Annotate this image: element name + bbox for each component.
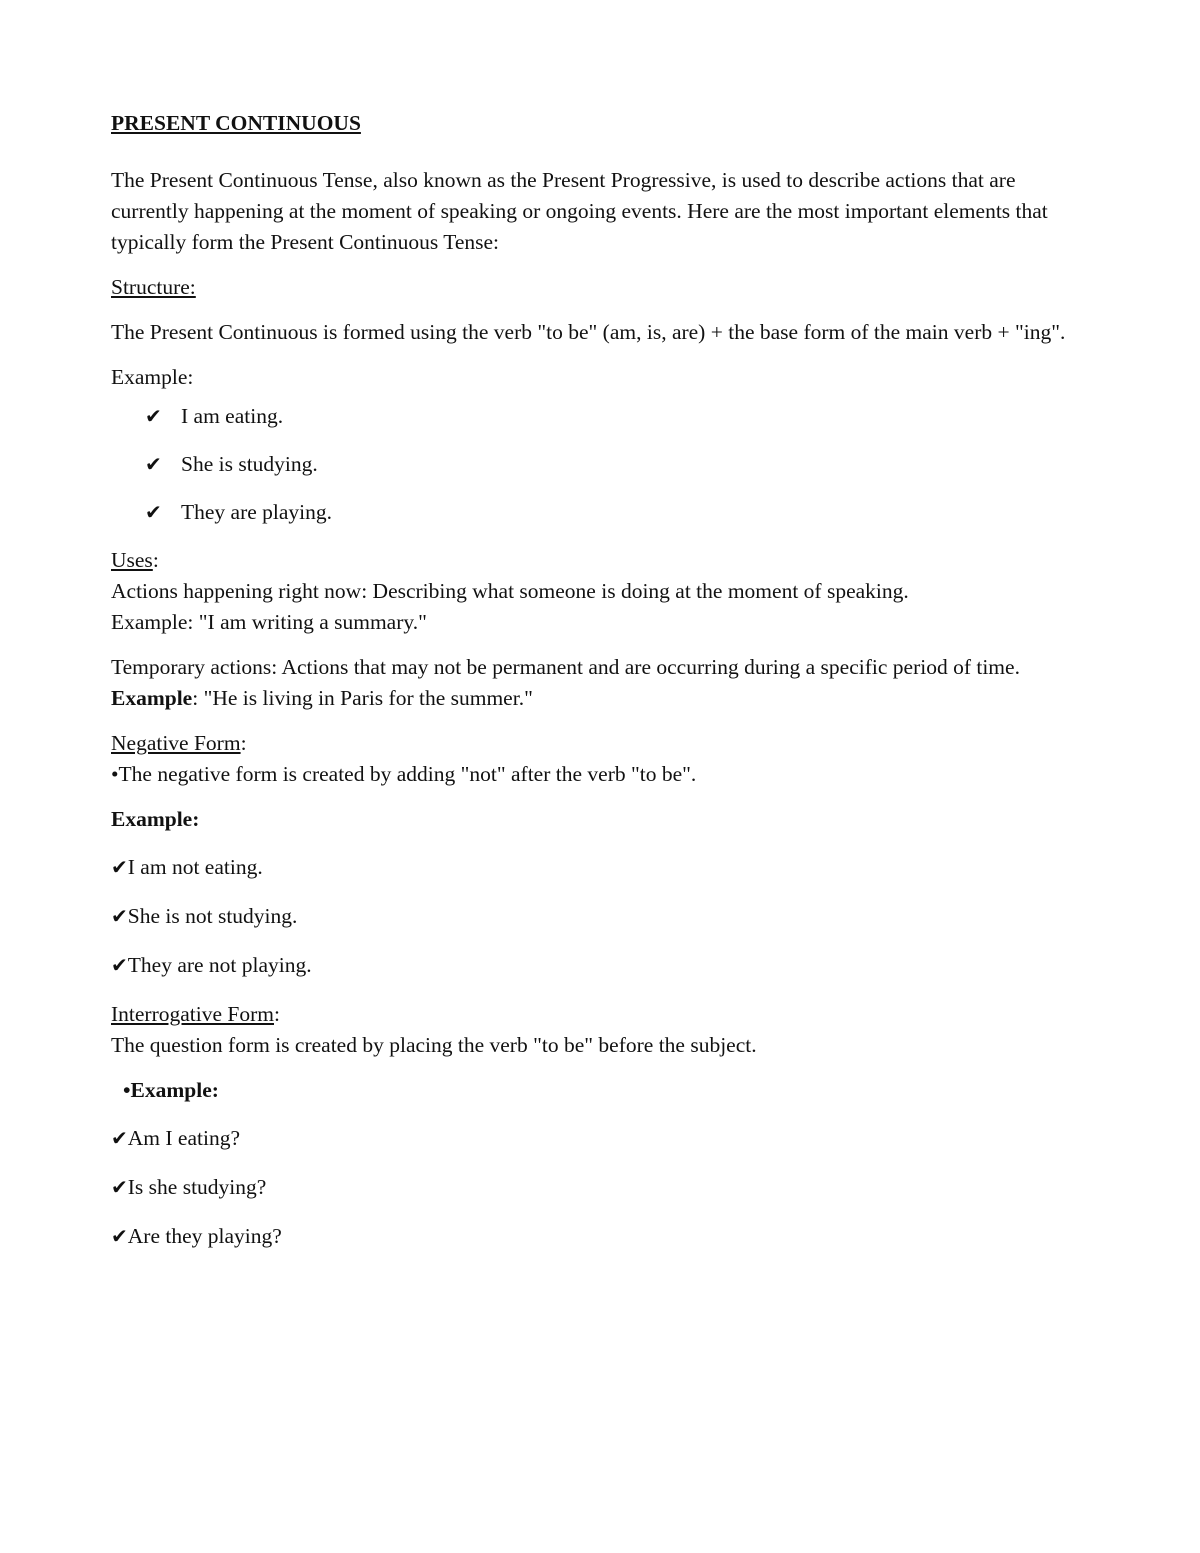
list-item [111,401,1086,432]
uses-temporary-example-label: Example [111,686,193,710]
structure-paragraph: The Present Continuous is formed using the verb "to be" (am, is, are) + the base form of the main verb + "ing". [111,320,1066,344]
example-text: They are playing. [181,500,333,524]
uses-heading [111,545,1086,576]
negative-example-label: Example: [111,807,200,831]
list-item [111,1172,1086,1203]
structure-heading [111,272,1086,303]
example-text: I am not eating. [127,855,263,879]
uses-temporary-example [111,683,1086,714]
checkmark-icon: ✔ [111,904,128,928]
checkmark-icon: ✔ [145,500,162,524]
checkmark-icon: ✔ [145,452,162,476]
checkmark-icon: ✔ [111,1224,128,1248]
negative-heading [111,728,1086,759]
example-text: She is studying. [181,452,318,476]
checkmark-icon: ✔ [111,953,128,977]
intro-paragraph: The Present Continuous Tense, also known as the Present Progressive, is used to describe actions that are currently happening at the moment of speaking or ongoing events. Here are the most important elements that typically form the Present Continuous Tense: [111,168,1048,254]
document-page [111,108,1086,1270]
uses-heading-text: Uses [111,548,153,572]
interrogative-example-list [111,1123,1086,1252]
example-text: She is not studying. [127,904,298,928]
negative-paragraph: •The negative form is created by adding "not" after the verb "to be". [111,762,697,786]
page-title: PRESENT CONTINUOUS [111,111,361,135]
interrogative-heading [111,999,1086,1030]
list-item [111,497,1086,528]
checkmark-icon: ✔ [111,855,128,879]
list-item [111,1221,1086,1252]
checkmark-icon: ✔ [111,1126,128,1150]
uses-temporary-example-text: : "He is living in Paris for the summer." [192,686,533,710]
list-item [111,852,1086,883]
uses-example-now: Example: "I am writing a summary." [111,610,427,634]
interrogative-example-label: •Example: [123,1078,219,1102]
structure-example-list [111,401,1086,528]
example-text: Are they playing? [127,1224,282,1248]
interrogative-paragraph: The question form is created by placing the verb "to be" before the subject. [111,1033,757,1057]
negative-heading-colon: : [240,731,247,755]
checkmark-icon: ✔ [145,404,162,428]
uses-line-now: Actions happening right now: Describing what someone is doing at the moment of speaking. [111,579,909,603]
list-item [111,1123,1086,1154]
list-item [111,901,1086,932]
negative-example-list [111,852,1086,981]
interrogative-heading-text: Interrogative Form [111,1002,274,1026]
list-item [111,950,1086,981]
example-text: Am I eating? [127,1126,241,1150]
interrogative-heading-colon: : [274,1002,280,1026]
structure-heading-text: Structure: [111,275,196,299]
uses-heading-colon: : [152,548,159,572]
checkmark-icon: ✔ [111,1175,128,1199]
uses-temporary-paragraph: Temporary actions: Actions that may not be permanent and are occurring during a specific period of time. [111,655,1020,679]
example-text: Is she studying? [127,1175,267,1199]
example-text: They are not playing. [127,953,312,977]
list-item [111,449,1086,480]
negative-heading-text: Negative Form [111,731,241,755]
structure-example-label: Example: [111,365,194,389]
example-text: I am eating. [181,404,284,428]
